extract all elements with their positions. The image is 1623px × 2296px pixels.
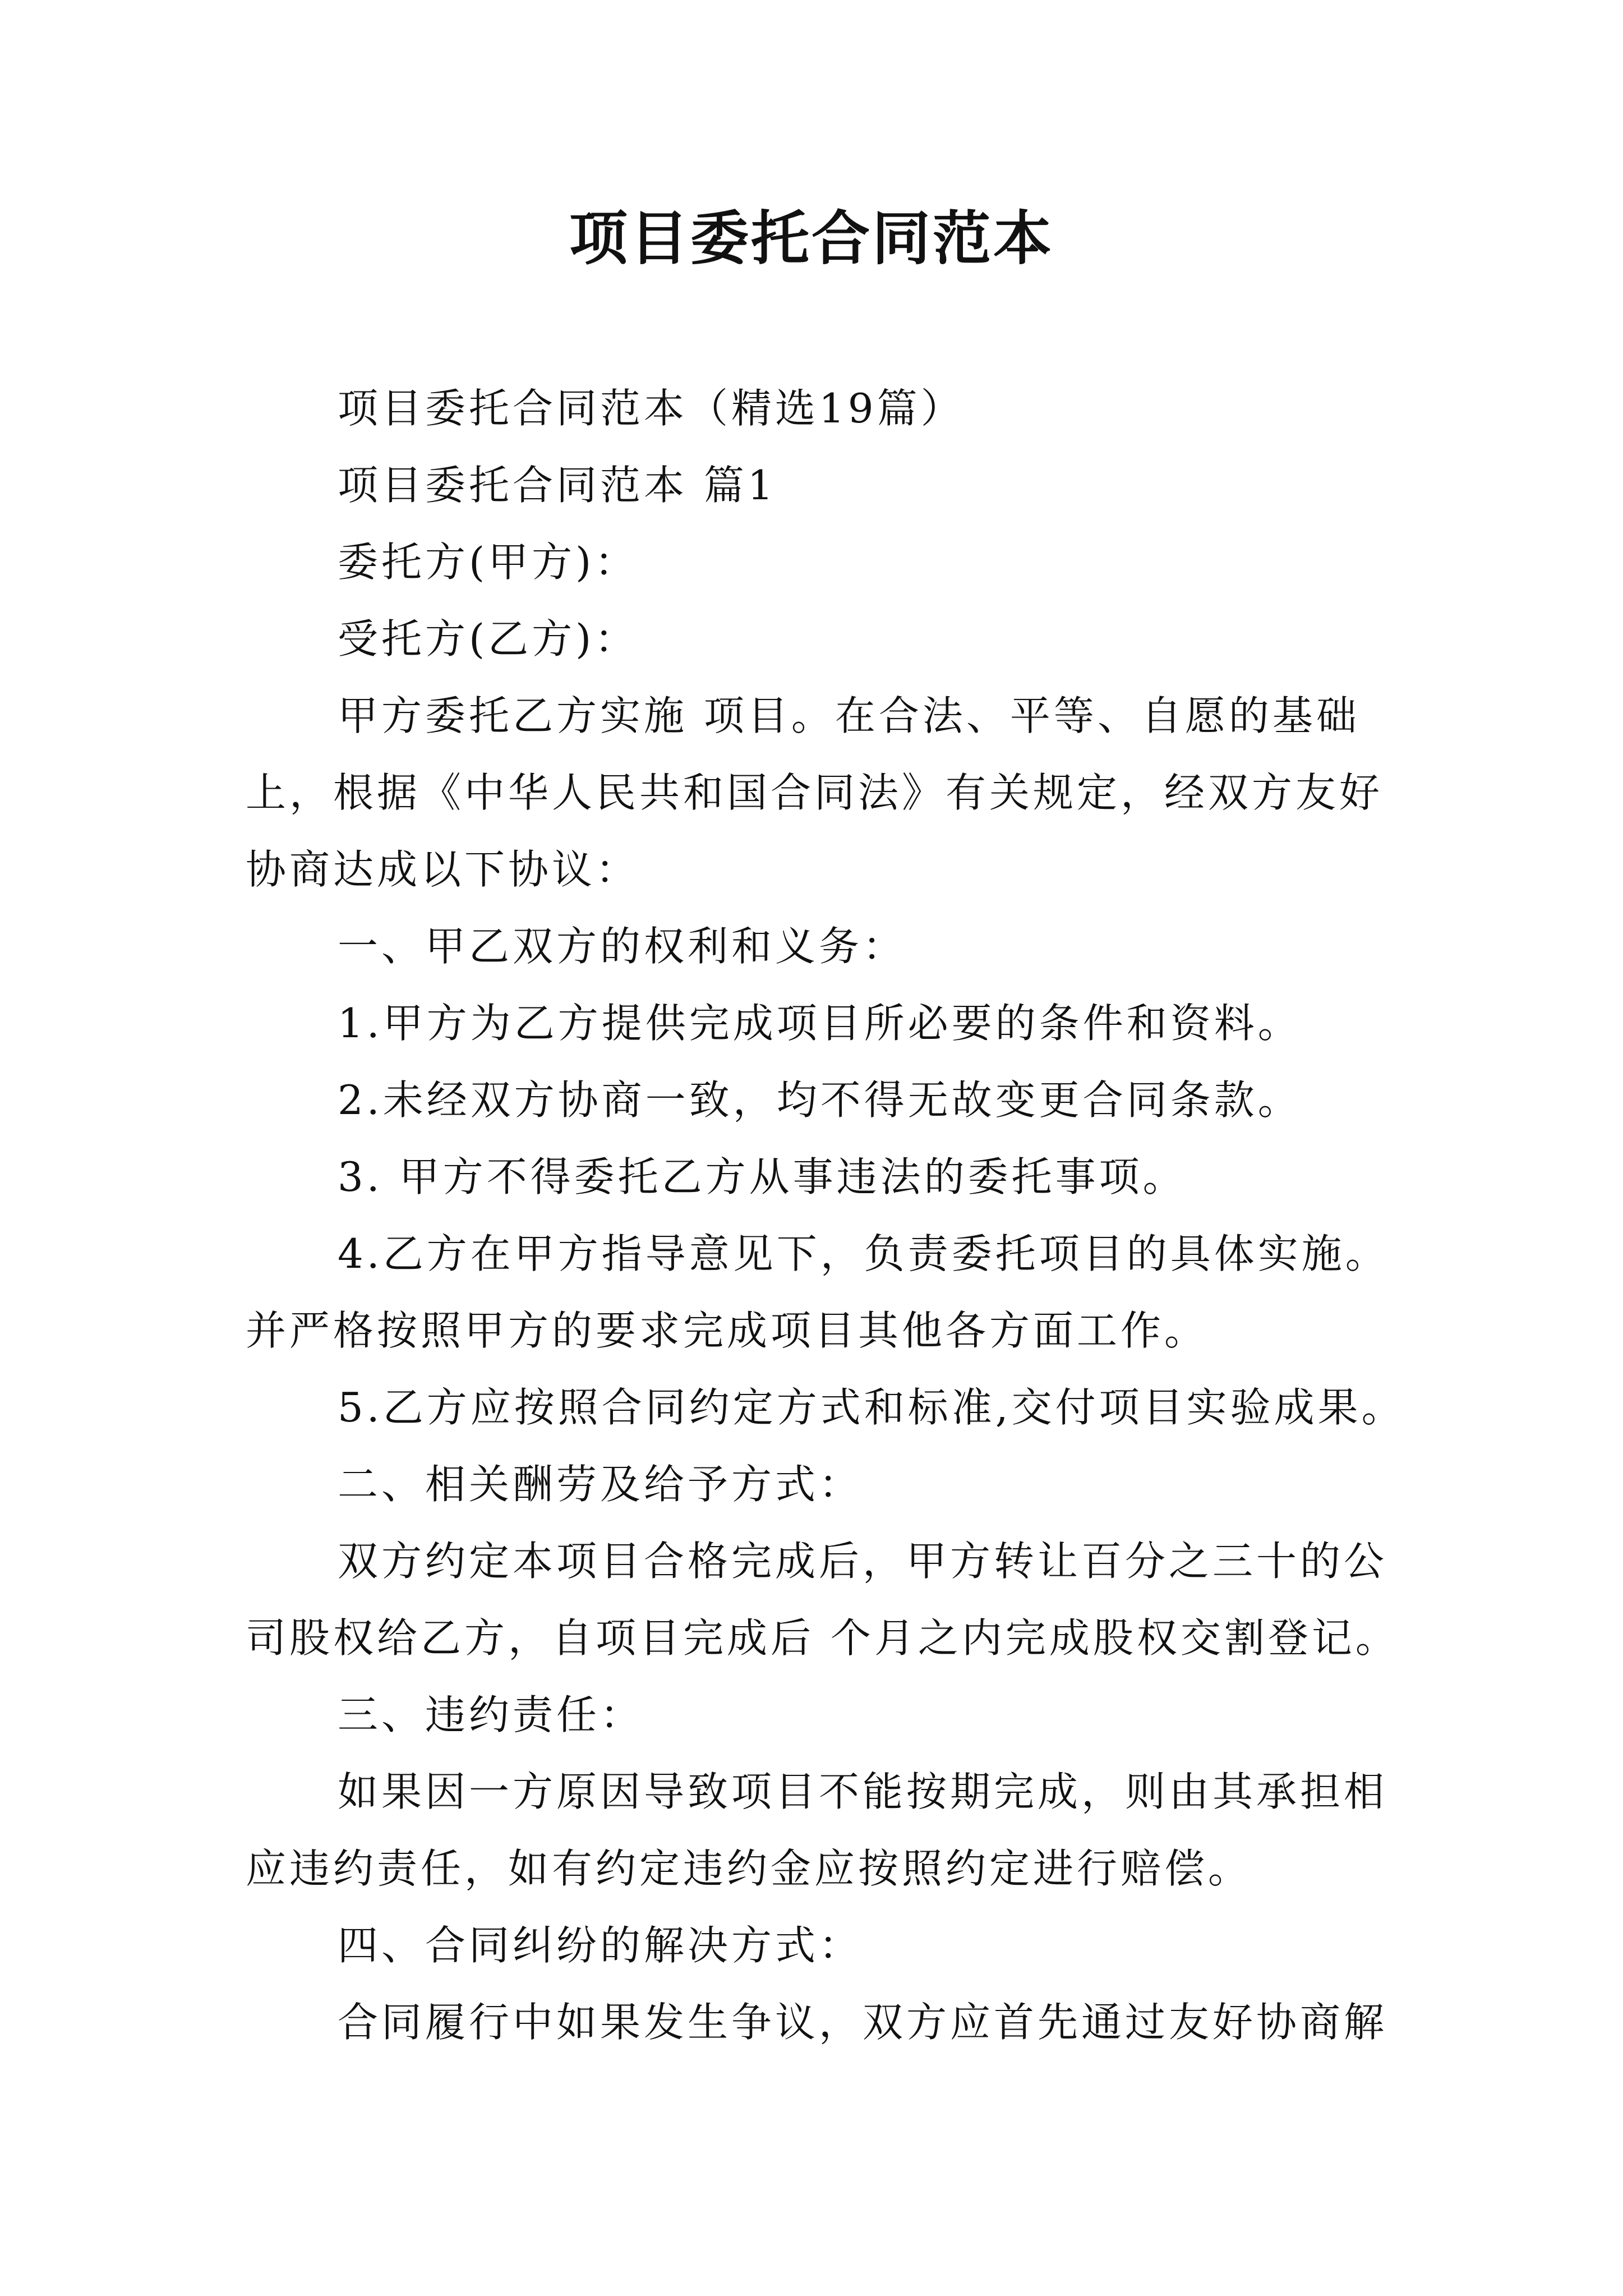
paragraph [246,1139,1395,1216]
text-line: 上，根据《中华人民共和国合同法》有关规定，经双方友好 [246,769,1384,816]
text-line: 甲方委托乙方实施 项目。在合法、平等、自愿的基础 [338,692,1360,739]
paragraph [246,678,1395,908]
text-line: 3. 甲方不得委托乙方从事违法的委托事项。 [338,1153,1187,1200]
paragraph [246,1754,1395,1907]
text-line: 4.乙方在甲方指导意见下，负责委托项目的具体实施。 [338,1230,1389,1277]
paragraph [246,370,1395,447]
text-line: 2.未经双方协商一致，均不得无故变更合同条款。 [338,1076,1302,1124]
document-title: 项目委托合同范本 [569,204,1054,273]
paragraph [246,1907,1395,1984]
text-line: 并严格按照甲方的要求完成项目其他各方面工作。 [246,1307,1209,1354]
paragraph [246,1984,1395,2061]
text-line: 委托方(甲方)： [338,539,639,586]
text-line: 如果因一方原因导致项目不能按期完成，则由其承担相 [338,1768,1388,1815]
text-line: 双方约定本项目合格完成后，甲方转让百分之三十的公 [338,1538,1388,1585]
paragraph [246,985,1395,1062]
text-line: 受托方(乙方)： [338,615,639,662]
text-line: 一、甲乙双方的权利和义务： [338,923,907,970]
paragraph [246,1216,1395,1369]
text-line: 5.乙方应按照合同约定方式和标准,交付项目实验成果。 [338,1384,1405,1431]
paragraph [246,1677,1395,1754]
paragraph [246,447,1395,524]
paragraph [246,1523,1399,1677]
document-body [246,370,1405,2061]
text-line: 司股权给乙方，自项目完成后 个月之内完成股权交割登记。 [246,1614,1399,1662]
paragraph [246,1446,1395,1523]
text-line: 协商达成以下协议： [246,846,640,893]
paragraph [246,908,1395,985]
text-line: 应违约责任，如有约定违约金应按照约定进行赔偿。 [246,1845,1252,1892]
text-line: 二、相关酬劳及给予方式： [338,1461,863,1508]
paragraph [246,1062,1395,1139]
text-line: 项目委托合同范本（精选19篇） [338,385,965,432]
text-line: 项目委托合同范本 篇1 [338,462,777,509]
text-line: 三、违约责任： [338,1691,644,1738]
paragraph [246,1369,1405,1446]
text-line: 四、合同纠纷的解决方式： [338,1922,863,1969]
paragraph [246,524,1395,601]
text-line: 合同履行中如果发生争议，双方应首先通过友好协商解 [338,1999,1388,2046]
paragraph [246,601,1395,678]
text-line: 1.甲方为乙方提供完成项目所必要的条件和资料。 [338,1000,1302,1047]
